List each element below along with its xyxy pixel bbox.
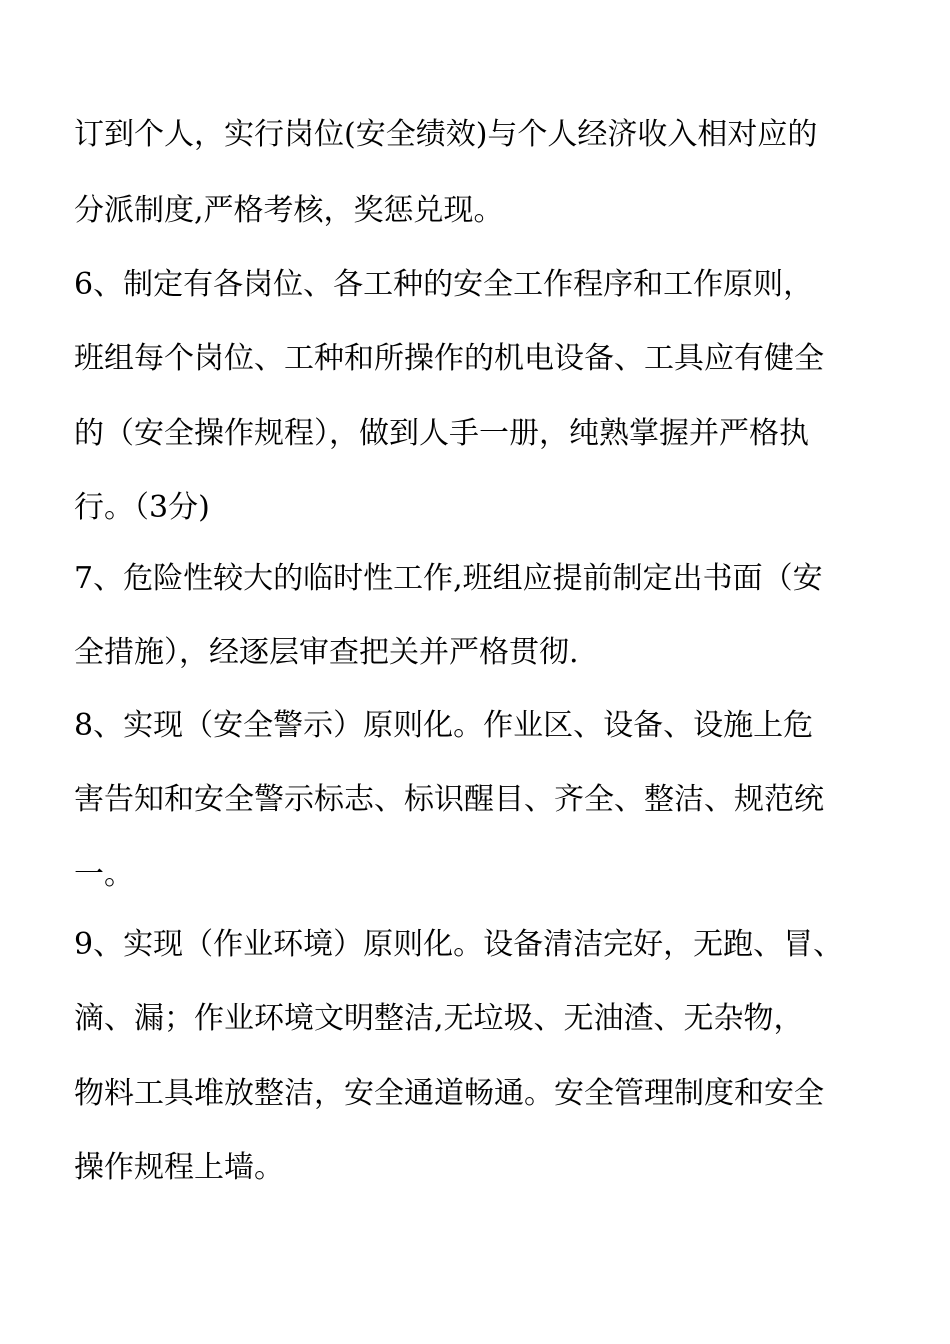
text-line: 一。 (74, 857, 134, 892)
text-line: 行。（3分) (74, 490, 210, 525)
text-line: 分派制度,严格考核，奖惩兑现。 (74, 193, 504, 228)
text-line: 操作规程上墙。 (74, 1150, 284, 1185)
text-line: 8、实现（安全警示）原则化。作业区、设备、设施上危 (74, 708, 814, 743)
text-line: 9、实现（作业环境）原则化。设备清洁完好，无跑、冒、 (74, 927, 844, 962)
text-line: 订到个人，实行岗位(安全绩效)与个人经济收入相对应的 (74, 117, 818, 152)
text-line: 7、危险性较大的临时性工作,班组应提前制定出书面（安 (74, 561, 823, 596)
text-line: 的（安全操作规程），做到人手一册，纯熟掌握并严格执 (74, 416, 809, 451)
text-line: 全措施），经逐层审查把关并严格贯彻. (74, 635, 579, 670)
text-line: 滴、漏；作业环境文明整洁,无垃圾、无油渣、无杂物， (74, 1001, 804, 1036)
text-line: 害告知和安全警示标志、标识醒目、齐全、整洁、规范统 (74, 782, 824, 817)
text-line: 班组每个岗位、工种和所操作的机电设备、工具应有健全 (74, 341, 824, 376)
text-line: 6、制定有各岗位、各工种的安全工作程序和工作原则， (74, 267, 814, 302)
text-line: 物料工具堆放整洁，安全通道畅通。安全管理制度和安全 (74, 1076, 824, 1111)
